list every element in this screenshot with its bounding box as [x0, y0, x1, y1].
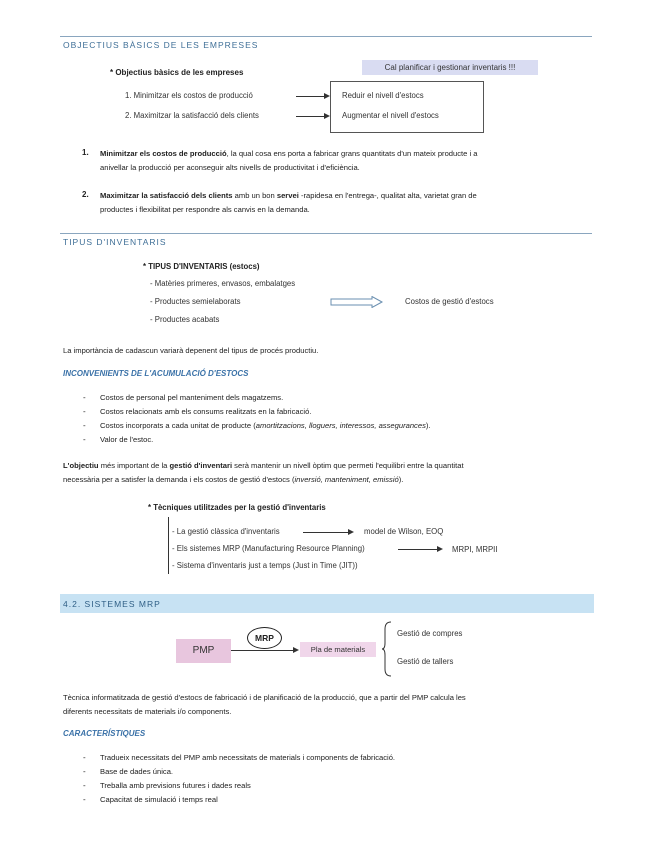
inconvenient-item: Costos incorporats a cada unitat de producte (amortitzacions, lloguers, interessos, assegurances). [100, 421, 431, 430]
technique-target: MRPI, MRPII [452, 545, 498, 554]
pmp-box: PMP [176, 639, 231, 663]
bullet-dash: - [83, 393, 86, 402]
objective-1: 1. Minimitzar els costos de producció [125, 91, 253, 100]
stock-management-costs: Costos de gestió d'estocs [405, 297, 494, 306]
arrow-right-icon [293, 647, 299, 653]
hollow-arrow-icon [330, 296, 384, 308]
objective-paragraph-line-1: L'objectiu més important de la gestió d'inventari serà mantenir un nivell òptim que permeti l'equilibri entre la quantitat [63, 461, 464, 470]
arrow-right-icon [348, 529, 354, 535]
bullet-dash: - [83, 407, 86, 416]
objectives-subtitle: * Objectius bàsics de les empreses [110, 68, 244, 77]
branch-workshops: Gestió de tallers [397, 657, 454, 666]
inventory-type-item: - Matèries primeres, envasos, embalatges [150, 279, 296, 288]
section-title-objectius: OBJECTIUS BÀSICS DE LES EMPRESES [63, 40, 259, 50]
planning-badge: Cal planificar i gestionar inventaris !!! [362, 60, 538, 75]
arrow-line [231, 650, 293, 651]
technique-item: - La gestió clàssica d'inventaris [172, 527, 280, 536]
inconvenient-item: Valor de l'estoc. [100, 435, 154, 444]
paragraph-1-line-2: anivellar la producció per aconseguir alts nivells de productivitat i d'eficiència. [100, 163, 360, 172]
technique-item: - Sistema d'inventaris just a temps (Just in Time (JIT)) [172, 561, 358, 570]
inventory-types-subtitle: * TIPUS D'INVENTARIS (estocs) [143, 262, 260, 271]
characteristic-item: Base de dades única. [100, 767, 174, 776]
mrp-description-line-2: diferents necessitats de materials i/o components. [63, 707, 232, 716]
characteristics-heading: CARACTERÍSTIQUES [63, 729, 146, 738]
section-title-mrp: 4.2. SISTEMES MRP [63, 599, 161, 609]
paragraph-number: 1. [82, 148, 89, 157]
materials-plan-box: Pla de materials [300, 642, 376, 657]
paragraph-2-line-2: productes i flexibilitat per respondre als canvis en la demanda. [100, 205, 310, 214]
techniques-bracket-line [168, 517, 169, 574]
bullet-dash: - [83, 767, 86, 776]
branch-purchases: Gestió de compres [397, 629, 463, 638]
section-title-tipus: TIPUS D'INVENTARIS [63, 237, 167, 247]
section-divider [60, 36, 592, 37]
mrp-description-line-1: Tècnica informatitzada de gestió d'estocs de fabricació i de planificació de la producció, que a partir del PMP calcula les [63, 693, 466, 702]
arrow-line [296, 116, 325, 117]
objective-paragraph-line-2: necessària per a satisfer la demanda i els costos de gestió d'estocs (inversió, manteniment, emissió). [63, 475, 404, 484]
arrow-right-icon [437, 546, 443, 552]
bullet-dash: - [83, 781, 86, 790]
bullet-dash: - [83, 753, 86, 762]
technique-target: model de Wilson, EOQ [364, 527, 444, 536]
mrp-oval: MRP [247, 627, 282, 649]
characteristic-item: Tradueix necessitats del PMP amb necessitats de materials i components de fabricació. [100, 753, 396, 762]
importance-text: La importància de cadascun variarà depenent del tipus de procés productiu. [63, 346, 319, 355]
curly-brace-icon [381, 621, 393, 677]
inconvenients-heading: INCONVENIENTS DE L'ACUMULACIÓ D'ESTOCS [63, 369, 249, 378]
arrow-line [296, 96, 325, 97]
objective-2: 2. Maximitzar la satisfacció dels clients [125, 111, 259, 120]
inventory-type-item: - Productes acabats [150, 315, 220, 324]
inconvenient-item: Costos relacionats amb els consums realitzats en la fabricació. [100, 407, 312, 416]
result-1: Reduir el nivell d'estocs [342, 91, 424, 100]
arrow-line [398, 549, 438, 550]
inventory-type-item: - Productes semielaborats [150, 297, 241, 306]
bullet-dash: - [83, 421, 86, 430]
result-2: Augmentar el nivell d'estocs [342, 111, 439, 120]
techniques-subtitle: * Tècniques utilitzades per la gestió d'inventaris [148, 503, 326, 512]
characteristic-item: Treballa amb previsions futures i dades reals [100, 781, 251, 790]
bullet-dash: - [83, 795, 86, 804]
paragraph-1-line-1: Minimitzar els costos de producció, la qual cosa ens porta a fabricar grans quantitats d'un mateix producte i a [100, 149, 478, 158]
characteristic-item: Capacitat de simulació i temps real [100, 795, 218, 804]
technique-item: - Els sistemes MRP (Manufacturing Resource Planning) [172, 544, 365, 553]
inconvenient-item: Costos de personal pel manteniment dels magatzems. [100, 393, 284, 402]
arrow-line [303, 532, 349, 533]
section-divider [60, 233, 592, 234]
paragraph-2-line-1: Maximitzar la satisfacció dels clients amb un bon servei -rapidesa en l'entrega-, qualitat alta, varietat gran de [100, 191, 477, 200]
bullet-dash: - [83, 435, 86, 444]
paragraph-number: 2. [82, 190, 89, 199]
